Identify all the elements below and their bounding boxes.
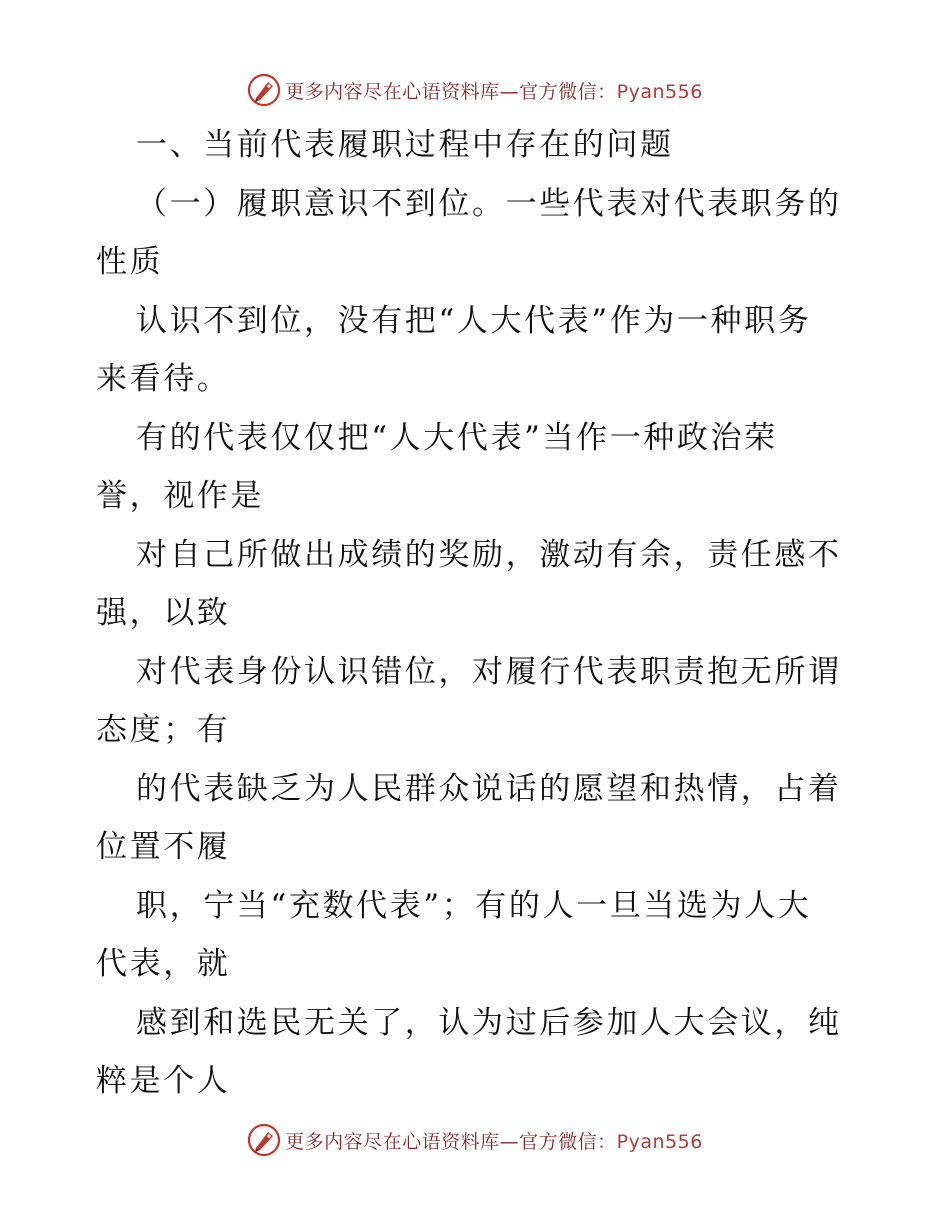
footer-wechat-handle: Pyan556 bbox=[616, 1130, 703, 1153]
paragraph-line: （一）履职意识不到位。一些代表对代表职务的 bbox=[136, 185, 842, 222]
section-heading: 一、当前代表履职过程中存在的问题 bbox=[136, 127, 674, 163]
paragraph-line: 位置不履 bbox=[96, 829, 231, 865]
pen-nib-logo-icon bbox=[247, 73, 281, 107]
header-watermark-banner bbox=[0, 68, 950, 112]
paragraph-line: 职，宁当“充数代表”；有的人一旦当选为人大 bbox=[136, 887, 812, 924]
document-body bbox=[96, 116, 856, 1111]
paragraph-line: 代表，就 bbox=[96, 946, 231, 982]
paragraph-line: 强，以致 bbox=[96, 595, 231, 631]
header-wechat-handle: Pyan556 bbox=[616, 80, 703, 103]
paragraph-line: 对自己所做出成绩的奖励，激动有余，责任感不 bbox=[136, 536, 842, 573]
paragraph-line: 的代表缺乏为人民群众说话的愿望和热情，占着 bbox=[136, 770, 842, 807]
paragraph-line: 有的代表仅仅把“人大代表”当作一种政治荣 bbox=[136, 419, 778, 456]
paragraph-line: 感到和选民无关了，认为过后参加人大会议，纯 bbox=[136, 1004, 842, 1041]
pen-nib-logo-icon bbox=[247, 1123, 281, 1157]
paragraph-line: 认识不到位，没有把“人大代表”作为一种职务 bbox=[136, 302, 812, 339]
paragraph-line: 对代表身份认识错位，对履行代表职责抱无所谓 bbox=[136, 653, 842, 690]
footer-banner-text: 更多内容尽在心语资料库—官方微信：Pyan556 bbox=[285, 1130, 703, 1153]
header-banner-text: 更多内容尽在心语资料库—官方微信：Pyan556 bbox=[285, 80, 703, 103]
paragraph-line: 粹是个人 bbox=[96, 1063, 231, 1099]
paragraph-line: 态度；有 bbox=[96, 712, 231, 748]
paragraph-line: 来看待。 bbox=[96, 361, 231, 397]
paragraph-line: 誉，视作是 bbox=[96, 478, 264, 514]
footer-watermark-banner bbox=[0, 1118, 950, 1162]
paragraph-line: 性质 bbox=[96, 244, 164, 280]
